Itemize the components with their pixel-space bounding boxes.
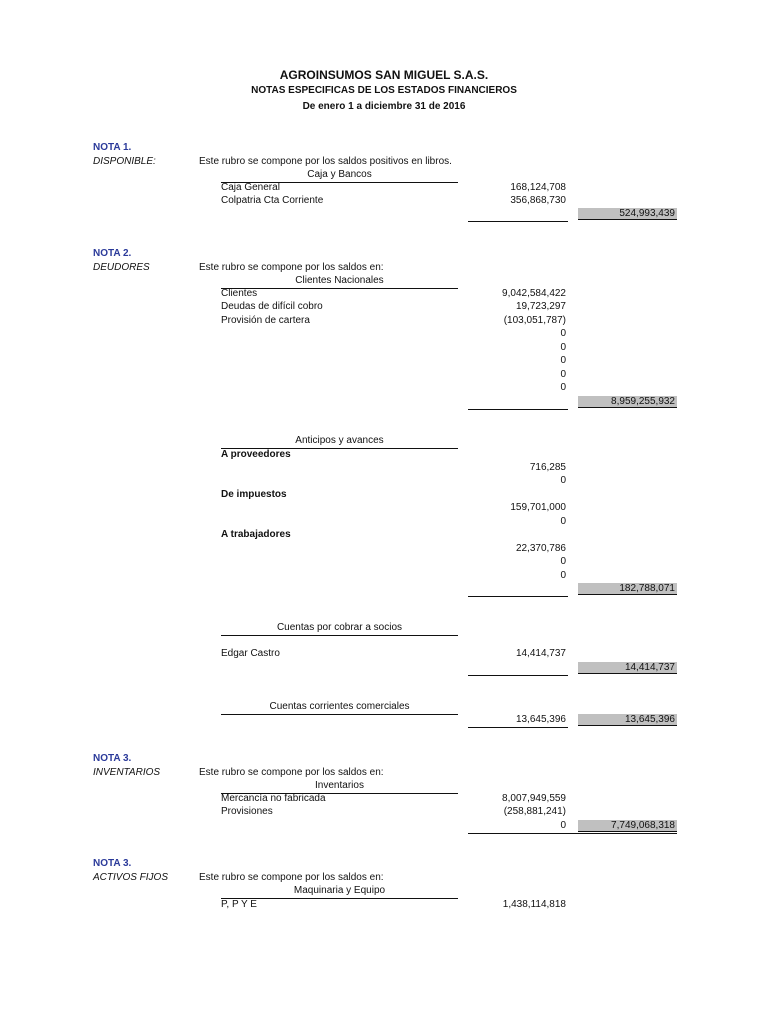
nota2-total: 8,959,255,932 xyxy=(578,396,677,408)
socios-group-header: Cuentas por cobrar a socios xyxy=(276,622,403,633)
report-period: De enero 1 a diciembre 31 de 2016 xyxy=(302,101,466,112)
nota2-row-value: 0 xyxy=(560,355,566,366)
comerciales-total: 13,645,396 xyxy=(578,714,677,726)
nota1-description: Este rubro se compone por los saldos positivos en libros. xyxy=(199,156,452,167)
anticipos-sum-line xyxy=(468,596,568,597)
socios-total: 14,414,737 xyxy=(578,662,677,674)
nota2-row-value: 0 xyxy=(560,382,566,393)
nota1-row-value: 356,868,730 xyxy=(510,195,566,206)
nota4-row-name: P, P Y E xyxy=(221,899,257,910)
comerciales-sum-line xyxy=(468,727,568,728)
company-name: AGROINSUMOS SAN MIGUEL S.A.S. xyxy=(279,68,489,82)
socios-row-value: 14,414,737 xyxy=(515,648,566,659)
nota4-group-header: Maquinaria y Equipo xyxy=(293,885,386,896)
anticipos-value: 0 xyxy=(560,516,566,527)
socios-sum-line xyxy=(468,675,568,676)
nota3-sum-line xyxy=(468,833,677,834)
nota2-row-name: Clientes xyxy=(221,288,258,299)
anticipos-impuestos-label: De impuestos xyxy=(221,489,287,500)
comerciales-group-header: Cuentas corrientes comerciales xyxy=(269,701,410,712)
socios-group-underline xyxy=(221,635,458,636)
anticipos-value: 716,285 xyxy=(529,462,566,473)
anticipos-value: 159,701,000 xyxy=(510,502,566,513)
nota3-title: INVENTARIOS xyxy=(93,767,161,778)
nota2-row-value: 0 xyxy=(560,369,566,380)
report-subtitle: NOTAS ESPECIFICAS DE LOS ESTADOS FINANCIEROS xyxy=(251,85,517,96)
nota3-label: NOTA 3. xyxy=(93,753,132,764)
nota2-title: DEUDORES xyxy=(93,262,150,273)
anticipos-trabajadores-label: A trabajadores xyxy=(221,529,291,540)
nota3-description: Este rubro se compone por los saldos en: xyxy=(199,767,384,778)
nota1-row-value: 168,124,708 xyxy=(510,182,566,193)
nota3-row-value: 8,007,949,559 xyxy=(502,793,566,804)
nota1-row-name: Caja General xyxy=(221,182,280,193)
anticipos-group-header: Anticipos y avances xyxy=(295,435,384,446)
nota2-row-name: Deudas de difícil cobro xyxy=(221,301,323,312)
anticipos-value: 0 xyxy=(560,556,566,567)
anticipos-value: 0 xyxy=(560,570,566,581)
nota3-row-name: Provisiones xyxy=(221,806,273,817)
nota2-description: Este rubro se compone por los saldos en: xyxy=(199,262,384,273)
nota4-label: NOTA 3. xyxy=(93,858,132,869)
nota1-sum-line xyxy=(468,221,568,222)
nota1-total: 524,993,439 xyxy=(578,208,677,220)
nota2-row-value: 0 xyxy=(560,342,566,353)
nota1-row-name: Colpatria Cta Corriente xyxy=(221,195,324,206)
nota4-title: ACTIVOS FIJOS xyxy=(93,872,169,883)
nota4-description: Este rubro se compone por los saldos en: xyxy=(199,872,384,883)
comerciales-group-underline xyxy=(221,714,458,715)
nota2-row-value: 9,042,584,422 xyxy=(502,288,566,299)
socios-row-name: Edgar Castro xyxy=(221,648,280,659)
nota2-row-value: 0 xyxy=(560,328,566,339)
nota3-group-header: Inventarios xyxy=(315,780,364,791)
nota2-row-value: (103,051,787) xyxy=(503,315,566,326)
nota3-row-name: Mercancía no fabricada xyxy=(221,793,326,804)
comerciales-value: 13,645,396 xyxy=(515,714,566,725)
anticipos-value: 22,370,786 xyxy=(515,543,566,554)
anticipos-proveedores-label: A proveedores xyxy=(221,449,291,460)
nota2-sum-line xyxy=(468,409,568,410)
nota3-subtotal: 0 xyxy=(560,820,566,831)
anticipos-total: 182,788,071 xyxy=(578,583,677,595)
nota2-label: NOTA 2. xyxy=(93,248,132,259)
nota1-label: NOTA 1. xyxy=(93,142,132,153)
nota3-total: 7,749,068,318 xyxy=(578,820,677,832)
nota2-row-value: 19,723,297 xyxy=(515,301,566,312)
nota2-row-name: Provisión de cartera xyxy=(221,315,310,326)
nota1-title: DISPONIBLE: xyxy=(93,156,156,167)
nota1-group-header: Caja y Bancos xyxy=(307,169,372,180)
nota4-row-value: 1,438,114,818 xyxy=(502,899,566,910)
nota2-group-header: Clientes Nacionales xyxy=(295,275,384,286)
nota3-row-value: (258,881,241) xyxy=(503,806,566,817)
anticipos-value: 0 xyxy=(560,475,566,486)
